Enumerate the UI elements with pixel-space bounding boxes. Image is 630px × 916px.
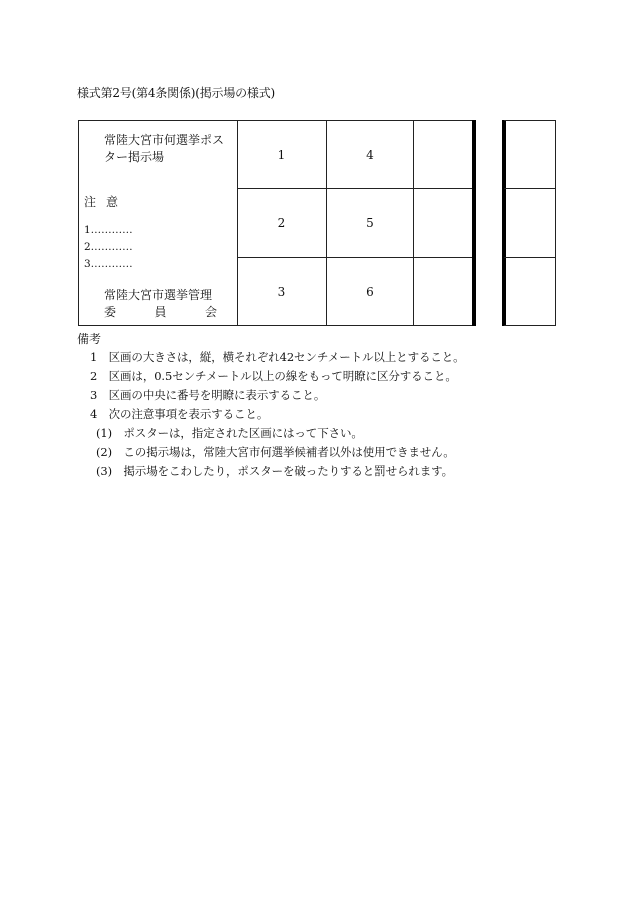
remark-item-1: 1 区画の大きさは，縦，横それぞれ42センチメートル以上とすること。	[90, 350, 465, 364]
poster-slot-blank	[414, 258, 472, 325]
poster-slot-6: 6	[327, 258, 414, 325]
committee-char: 会	[204, 305, 217, 319]
board-info-panel	[78, 120, 238, 326]
notice-item-2: 2…………	[84, 241, 133, 253]
remark-item-3: 3 区画の中央に番号を明瞭に表示すること。	[90, 388, 326, 402]
committee-name-line2	[104, 303, 217, 320]
committee-char: 員	[154, 305, 167, 319]
committee-name: 常陸大宮市選挙管理	[104, 288, 213, 302]
remark-item-2: 2 区画は，0.5センチメートル以上の線をもって明瞭に区分すること。	[90, 369, 457, 383]
notice-label: 注意	[84, 195, 129, 209]
poster-slot-4: 4	[327, 121, 414, 189]
remark-sub-item-2: (2) この掲示場は，常陸大宮市何選挙候補者以外は使用できません。	[96, 445, 455, 459]
committee-char: 委	[104, 305, 117, 319]
poster-slot-1: 1	[237, 121, 327, 189]
poster-slot-2: 2	[237, 189, 327, 258]
row-divider	[504, 188, 555, 189]
poster-slot-3: 3	[237, 258, 327, 325]
remark-sub-item-3: (3) 掲示場をこわしたり，ポスターを破ったりすると罰せられます。	[96, 464, 454, 478]
board-continuation	[504, 120, 556, 326]
form-title: 様式第2号(第4条関係)(掲示場の様式)	[77, 86, 275, 100]
poster-board-diagram	[78, 120, 556, 326]
notice-item-1: 1…………	[84, 224, 133, 236]
board-break-line	[472, 120, 476, 326]
notice-item-3: 3…………	[84, 258, 133, 270]
poster-grid	[237, 120, 472, 326]
poster-slot-5: 5	[327, 189, 414, 258]
remark-item-4: 4 次の注意事項を表示すること。	[90, 407, 269, 421]
poster-slot-blank	[414, 189, 472, 258]
board-title: 常陸大宮市何選挙ポスター掲示場	[104, 133, 225, 164]
remarks-heading: 備考	[77, 332, 102, 346]
remark-sub-item-1: (1) ポスターは，指定された区画にはって下さい。	[96, 426, 363, 440]
row-divider	[504, 257, 555, 258]
poster-slot-blank	[414, 121, 472, 189]
